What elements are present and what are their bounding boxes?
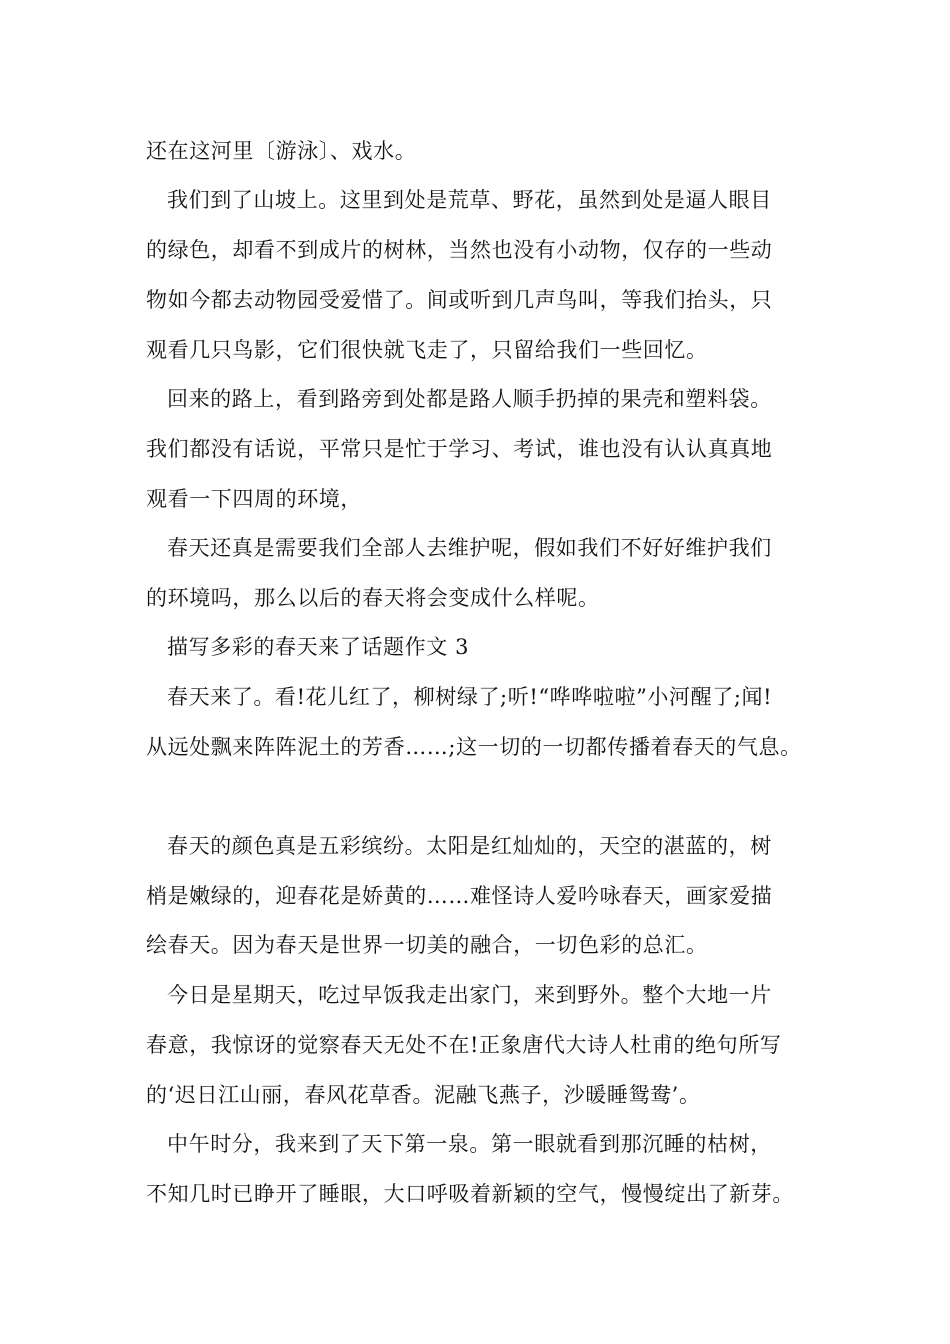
text-line: 的绿色，却看不到成片的树林，当然也没有小动物，仅存的一些动	[146, 238, 773, 262]
text-line: 绘春天。因为春天是世界一切美的融合，一切色彩的总汇。	[146, 933, 708, 957]
text-line: 的‘迟日江山丽，春风花草香。泥融飞燕子，沙暖睡鸳鸯’。	[146, 1083, 701, 1107]
paragraph-start: 今日是星期天，吃过早饭我走出家门，来到野外。整个大地一片	[167, 983, 772, 1007]
text-line: 观看几只鸟影，它们很快就飞走了，只留给我们一些回忆。	[146, 338, 708, 362]
text-line: 梢是嫩绿的，迎春花是娇黄的……难怪诗人爱吟咏春天，画家爱描	[146, 884, 773, 908]
section-heading: 描写多彩的春天来了话题作文 3	[167, 635, 470, 659]
text-line: 物如今都去动物园受爱惜了。间或听到几声鸟叫，等我们抬头，只	[146, 288, 773, 312]
paragraph-start: 春天还真是需要我们全部人去维护呢，假如我们不好好维护我们	[167, 536, 772, 560]
text-line: 春意，我惊讶的觉察春天无处不在!正象唐代大诗人杜甫的绝句所写	[146, 1033, 782, 1057]
paragraph-start: 春天的颜色真是五彩缤纷。太阳是红灿灿的，天空的湛蓝的，树	[167, 834, 772, 858]
text-line: 的环境吗，那么以后的春天将会变成什么样呢。	[146, 586, 600, 610]
paragraph-start: 春天来了。看!花儿红了，柳树绿了;听!“哗哗啦啦”小河醒了;闻!	[167, 685, 773, 709]
text-line: 不知几时已睁开了睡眼，大口呼吸着新颖的空气，慢慢绽出了新芽。	[146, 1182, 794, 1206]
paragraph-start: 回来的路上，看到路旁到处都是路人顺手扔掉的果壳和塑料袋。	[167, 387, 772, 411]
paragraph-start: 中午时分，我来到了天下第一泉。第一眼就看到那沉睡的枯树，	[167, 1132, 772, 1156]
paragraph-start: 我们到了山坡上。这里到处是荒草、野花，虽然到处是逼人眼目	[167, 188, 772, 212]
text-line: 还在这河里〔游泳〕、戏水。	[146, 139, 417, 163]
text-line: 观看一下四周的环境，	[146, 487, 362, 511]
text-line: 从远处飘来阵阵泥土的芳香……;这一切的一切都传播着春天的气息。	[146, 735, 802, 759]
text-line: 我们都没有话说，平常只是忙于学习、考试，谁也没有认认真真地	[146, 437, 773, 461]
